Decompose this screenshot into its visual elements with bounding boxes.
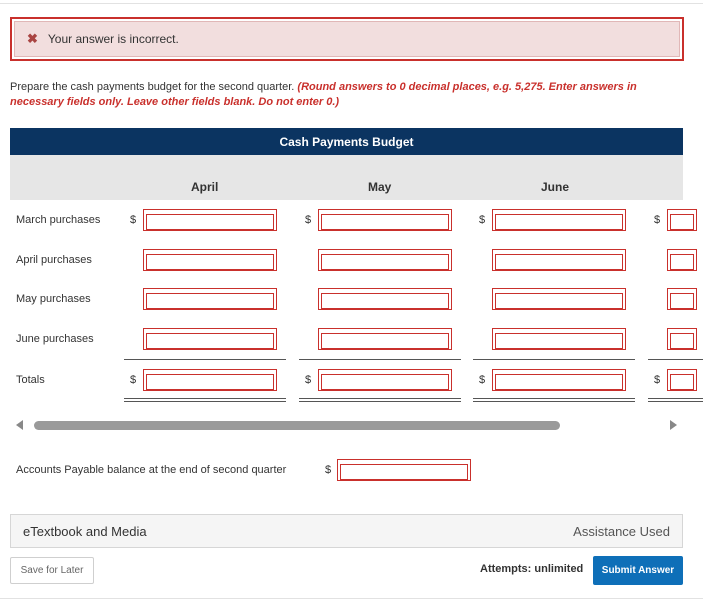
total-double-rule: [648, 398, 703, 399]
scrollbar-thumb[interactable]: [34, 421, 560, 430]
may-june-purchases-input[interactable]: [318, 328, 452, 350]
save-for-later-button[interactable]: Save for Later: [10, 557, 94, 584]
currency-symbol: $: [130, 374, 137, 386]
quarter-april-purchases-input[interactable]: [667, 249, 697, 271]
alert-message: Your answer is incorrect.: [47, 32, 179, 46]
currency-symbol: $: [654, 214, 661, 226]
quarter-june-purchases-input[interactable]: [667, 328, 697, 350]
row-label-june-purchases: June purchases: [16, 333, 94, 345]
horizontal-scrollbar[interactable]: [10, 418, 683, 432]
total-double-rule: [648, 401, 703, 402]
april-june-purchases-input[interactable]: [143, 328, 277, 350]
ap-balance-label: Accounts Payable balance at the end of second quarter: [16, 464, 287, 476]
subtotal-rule: [299, 359, 461, 360]
total-double-rule: [124, 398, 286, 399]
etextbook-media-bar[interactable]: [10, 514, 683, 548]
quarter-may-purchases-input[interactable]: [667, 288, 697, 310]
scroll-left-arrow-icon[interactable]: [16, 420, 23, 430]
currency-symbol: $: [479, 374, 486, 386]
instructions-note: (Round answers to 0 decimal places, e.g. 5,275. Enter answers in necessary fields only. Leave other fields blank. Do not enter 0.): [10, 81, 637, 108]
etextbook-media-link[interactable]: eTextbook and Media: [23, 523, 147, 539]
row-label-may-purchases: May purchases: [16, 293, 91, 305]
row-label-april-purchases: April purchases: [16, 254, 92, 266]
total-double-rule: [473, 401, 635, 402]
top-divider: [0, 3, 703, 4]
june-march-purchases-input[interactable]: [492, 209, 626, 231]
total-double-rule: [299, 398, 461, 399]
attempts-label: Attempts: unlimited: [480, 563, 584, 575]
june-april-purchases-input[interactable]: [492, 249, 626, 271]
table-title: Cash Payments Budget: [10, 128, 683, 155]
april-totals-input[interactable]: [143, 369, 277, 391]
x-icon: ✖: [27, 31, 38, 46]
currency-symbol: $: [305, 214, 312, 226]
column-header-april: April: [191, 180, 219, 194]
column-header-row: [10, 155, 683, 200]
june-totals-input[interactable]: [492, 369, 626, 391]
ap-balance-input[interactable]: [337, 459, 471, 481]
currency-symbol: $: [130, 214, 137, 226]
bottom-divider: [0, 598, 703, 599]
april-march-purchases-input[interactable]: [143, 209, 277, 231]
column-header-june: June: [541, 180, 570, 194]
assistance-used-label: Assistance Used: [573, 523, 670, 539]
june-june-purchases-input[interactable]: [492, 328, 626, 350]
june-may-purchases-input[interactable]: [492, 288, 626, 310]
may-totals-input[interactable]: [318, 369, 452, 391]
column-header-may: May: [368, 180, 392, 194]
row-label-totals: Totals: [16, 374, 45, 386]
scroll-right-arrow-icon[interactable]: [670, 420, 677, 430]
currency-symbol: $: [325, 464, 332, 476]
row-label-march-purchases: March purchases: [16, 214, 101, 226]
april-may-purchases-input[interactable]: [143, 288, 277, 310]
submit-answer-button[interactable]: Submit Answer: [593, 556, 683, 585]
may-march-purchases-input[interactable]: [318, 209, 452, 231]
may-may-purchases-input[interactable]: [318, 288, 452, 310]
instructions-text: Prepare the cash payments budget for the second quarter.: [10, 81, 295, 93]
total-double-rule: [299, 401, 461, 402]
april-april-purchases-input[interactable]: [143, 249, 277, 271]
quarter-march-purchases-input[interactable]: [667, 209, 697, 231]
subtotal-rule: [473, 359, 635, 360]
quarter-totals-input[interactable]: [667, 369, 697, 391]
currency-symbol: $: [479, 214, 486, 226]
subtotal-rule: [124, 359, 286, 360]
currency-symbol: $: [654, 374, 661, 386]
total-double-rule: [473, 398, 635, 399]
may-april-purchases-input[interactable]: [318, 249, 452, 271]
currency-symbol: $: [305, 374, 312, 386]
error-alert: [10, 17, 684, 61]
subtotal-rule: [648, 359, 703, 360]
total-double-rule: [124, 401, 286, 402]
instructions: [10, 80, 690, 110]
